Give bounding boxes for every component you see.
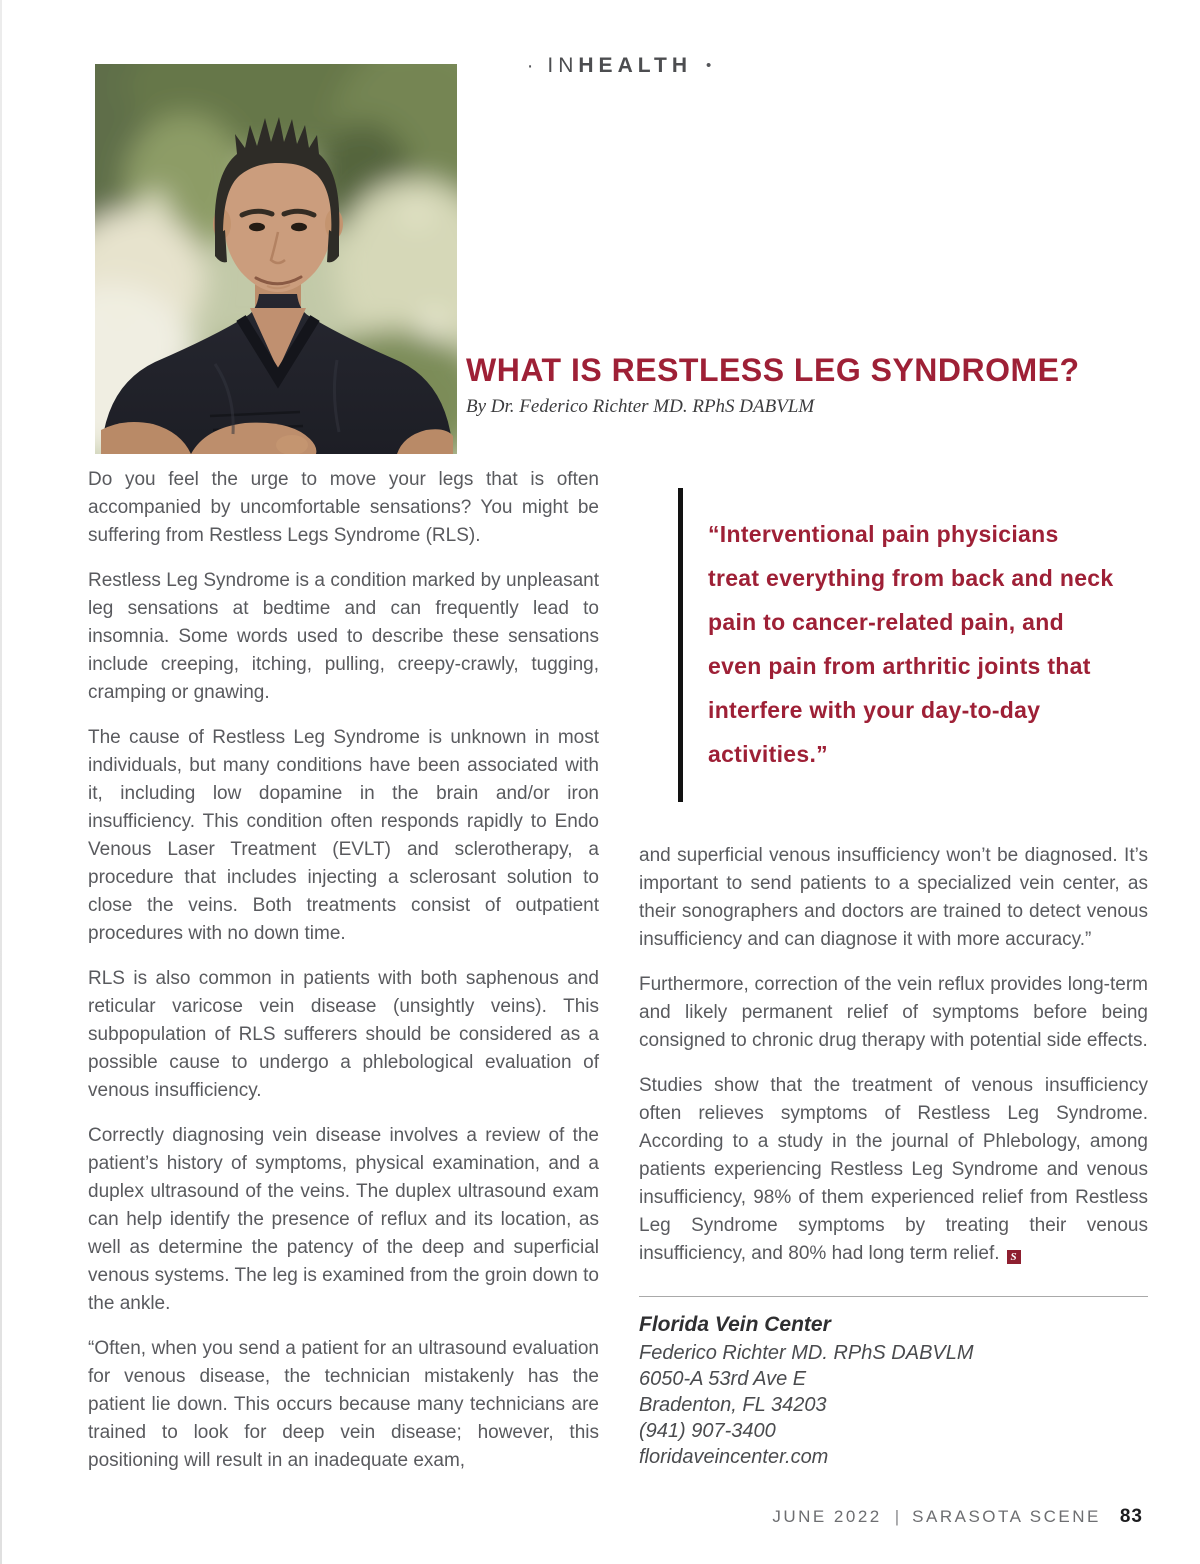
doctor-photo-illustration xyxy=(95,64,457,454)
article-header xyxy=(466,352,1106,418)
footer-magazine-name: SARASOTA SCENE xyxy=(912,1507,1101,1526)
footer-separator: | xyxy=(894,1507,900,1526)
pull-quote xyxy=(678,488,1148,776)
scene-endmark-icon: S xyxy=(1007,1250,1021,1264)
page-edge-artifact xyxy=(0,0,2,1564)
footer-page-number: 83 xyxy=(1119,1506,1143,1527)
contact-person: Federico Richter MD. RPhS DABVLM xyxy=(639,1342,974,1364)
body-paragraph: Do you feel the urge to move your legs that is often accompanied by uncomfortable sensations? You might be suffering from Restless Legs Syndrome (RLS). xyxy=(88,469,599,546)
body-paragraph: Restless Leg Syndrome is a condition marked by unpleasant leg sensations at bedtime and can frequently lead to insomnia. Some words used to describe these sensations include creeping, itching, pulling, creepy-crawly, tugging, cramping or gnawing. xyxy=(88,570,599,703)
contact-phone: (941) 907-3400 xyxy=(639,1420,776,1442)
masthead-left-dot: · xyxy=(526,55,534,77)
page-title: WHAT IS RESTLESS LEG SYNDROME? xyxy=(466,352,1080,388)
page-footer xyxy=(772,1506,1143,1528)
body-paragraph: The cause of Restless Leg Syndrome is unknown in most individuals, but many conditions have been associated with it, including low dopamine in the brain and/or iron insufficiency. This condition often responds rapidly to Endo Venous Laser Treatment (EVLT) and sclerotherapy, a procedure that includes injecting a sclerosant solution to close the veins. Both treatments consist of outpatient procedures with no down time. xyxy=(88,727,599,944)
body-paragraph: Furthermore, correction of the vein reflux provides long-term and likely permanent relief of symptoms before being consigned to chronic drug therapy with potential side effects. xyxy=(639,974,1148,1051)
right-column xyxy=(639,842,1148,1470)
contact-business-name: Florida Vein Center xyxy=(639,1313,831,1336)
contact-block xyxy=(639,1310,1148,1470)
contact-website: floridaveincenter.com xyxy=(639,1446,829,1468)
masthead-right-dot: • xyxy=(706,57,712,74)
masthead-brand-light: IN xyxy=(547,54,579,77)
body-paragraph: RLS is also common in patients with both saphenous and reticular varicose vein disease (unsightly veins). This subpopulation of RLS sufferers should be considered as a possible cause to undergo a phlebological evaluation of venous insufficiency. xyxy=(88,968,599,1101)
pull-quote-text: “Interventional pain physicians treat everything from back and neck pain to cancer-related pain, and even pain from arthritic joints that interfere with your day-to-day activities.” xyxy=(708,521,1114,767)
body-paragraph: “Often, when you send a patient for an ultrasound evaluation for venous disease, the technician mistakenly has the patient lie down. This occurs because many technicians are trained to look for deep vein disease; however, this positioning will result in an inadequate exam, xyxy=(88,1338,599,1471)
article-byline: By Dr. Federico Richter MD. RPhS DABVLM xyxy=(466,396,815,417)
pull-quote-bar xyxy=(678,488,683,802)
body-paragraph xyxy=(639,1072,1148,1268)
body-paragraph: Correctly diagnosing vein disease involves a review of the patient’s history of symptoms, physical examination, and a duplex ultrasound of the veins. The duplex ultrasound exam can help identify the presence of reflux and its location, as well as determine the patency of the deep and superficial venous systems. The leg is examined from the groin down to the ankle. xyxy=(88,1125,599,1314)
body-paragraph-text: Studies show that the treatment of venous insufficiency often relieves symptoms of Restless Leg Syndrome. According to a study in the journal of Phlebology, among patients experiencing Restless Leg Syndrome and venous insufficiency, 98% of them experienced relief from Restless Leg Syndrome symptoms by treating their venous insufficiency, and 80% had long term relief. xyxy=(639,1075,1148,1264)
contact-divider xyxy=(639,1296,1148,1297)
contact-address-line2: Bradenton, FL 34203 xyxy=(639,1394,827,1416)
left-column xyxy=(88,466,599,1475)
masthead-brand-bold: HEALTH xyxy=(578,54,692,77)
doctor-photo xyxy=(95,64,457,454)
contact-address-line1: 6050-A 53rd Ave E xyxy=(639,1368,807,1390)
footer-issue-date: JUNE 2022 xyxy=(772,1507,882,1526)
body-paragraph: and superficial venous insufficiency won’t be diagnosed. It’s important to send patients to a specialized vein center, as their sonographers and doctors are trained to detect venous insufficiency and can diagnose it with more accuracy.” xyxy=(639,845,1148,950)
